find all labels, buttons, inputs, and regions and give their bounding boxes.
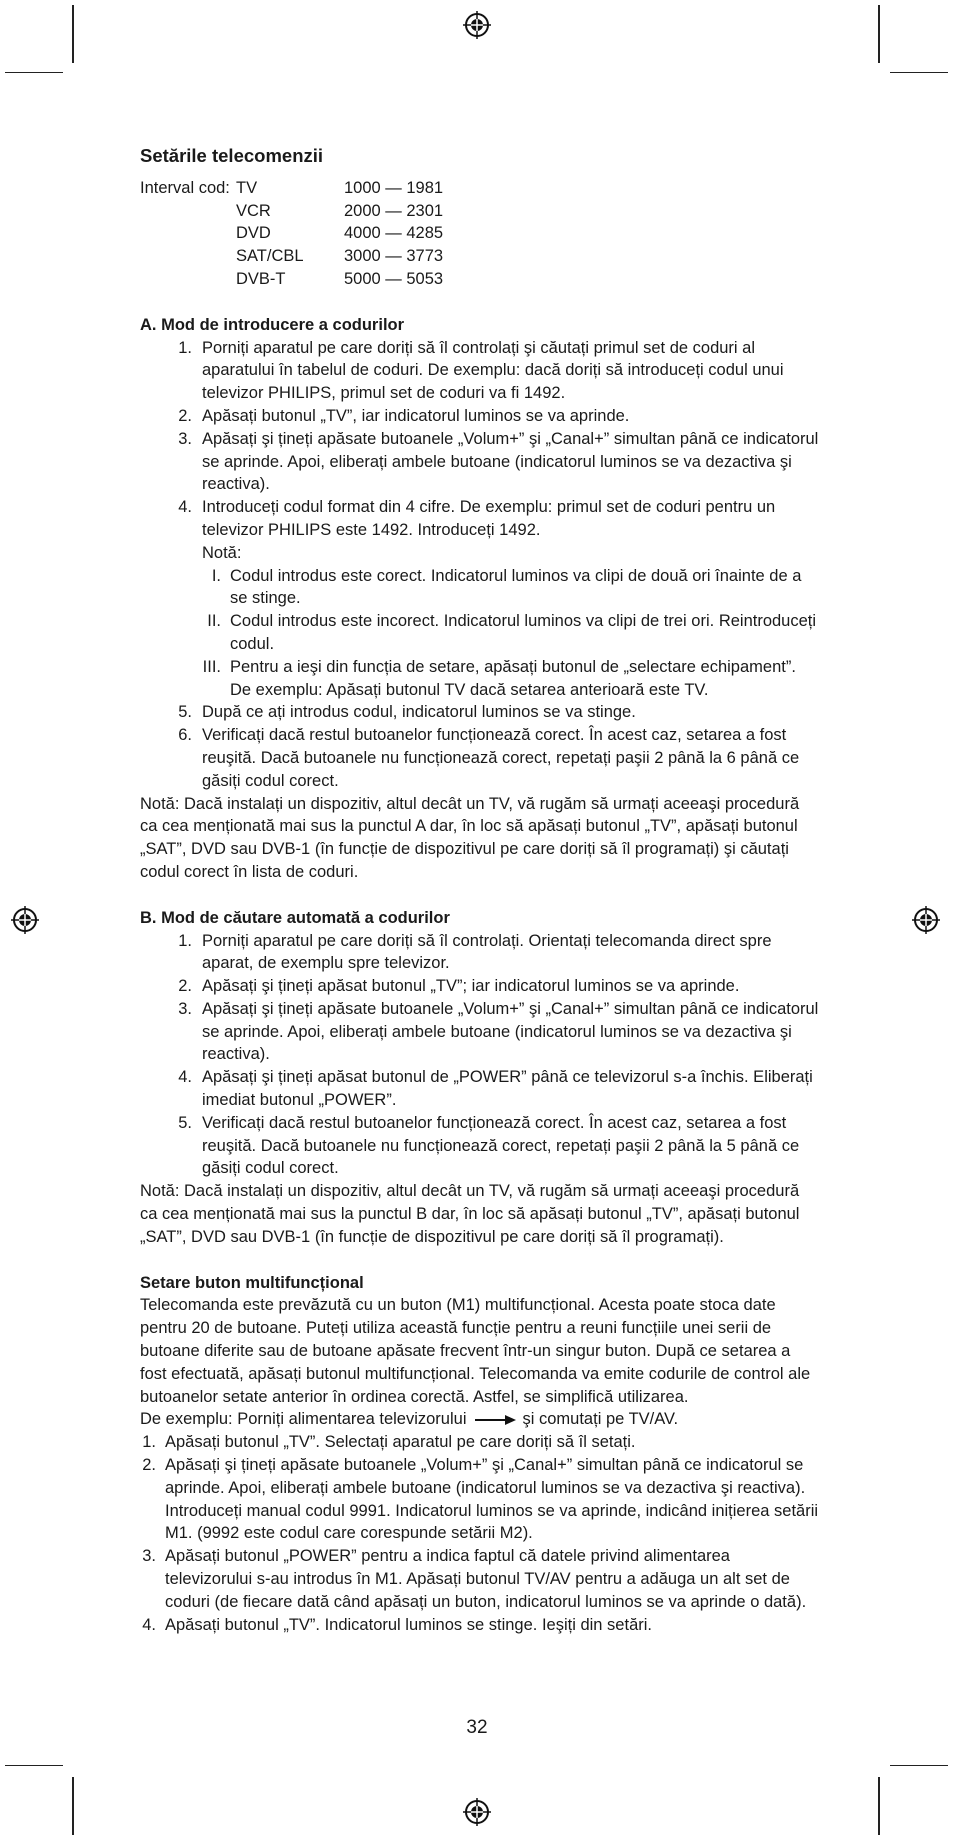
code-range: 4000 — 4285	[344, 224, 444, 243]
example-line	[140, 1408, 820, 1431]
device-name: DVB-T	[236, 269, 286, 288]
section-heading: A. Mod de introducere a codurilor	[140, 315, 405, 334]
crop-mark	[72, 5, 74, 63]
step-number: 5.	[178, 1113, 192, 1132]
list-item	[140, 337, 820, 405]
device-name: VCR	[236, 201, 271, 220]
note-paragraph: Notă: Dacă instalați un dispozitiv, altul decât un TV, vă rugăm să urmați aceeaşi procedură ca cea menționată mai sus la punctul A dar, în loc să apăsați butonul „TV”, apăsați butonul „SAT”, DVD sau DVB-1 (în funcție de dispozitivul pe care doriți să îl programați) şi căutați codul corect în lista de coduri.	[140, 794, 800, 881]
code-range: 5000 — 5053	[344, 269, 444, 288]
crop-mark	[72, 1777, 74, 1835]
step-number: 5.	[178, 703, 192, 722]
step-text: După ce ați introdus codul, indicatorul luminos se va stinge.	[202, 703, 636, 722]
step-number: III.	[202, 657, 221, 676]
device-name: SAT/CBL	[236, 247, 304, 266]
step-text: Porniți aparatul pe care doriți să îl controlați şi căutați primul set de coduri al aparatului în tabelul de coduri. De exemplu: dacă doriți să introduceți codul unui televizor PHILIPS, primul set de coduri va fi 1492.	[202, 338, 784, 403]
list-item	[140, 1454, 820, 1500]
step-number: 4.	[178, 1068, 192, 1087]
steps-list	[140, 701, 820, 792]
step-text: Porniți aparatul pe care doriți să îl controlați. Orientați telecomanda direct spre aparat, de exemplu spre televizor.	[202, 931, 772, 973]
list-item	[140, 496, 820, 542]
list-item	[140, 405, 820, 428]
crop-mark	[878, 1777, 880, 1835]
list-item	[140, 565, 820, 611]
crop-mark	[5, 72, 63, 73]
step-text: Apăsați şi țineți apăsate butoanele „Volum+” şi „Canal+” simultan până ce indicatorul se aprinde. Apoi, eliberați ambele butoane (indicatorul luminos se va dezactiva şi reactiva).	[202, 429, 819, 494]
step-number: II.	[207, 612, 221, 631]
step-number: 3.	[178, 999, 192, 1018]
list-item	[140, 1066, 820, 1112]
note-paragraph: Notă: Dacă instalați un dispozitiv, altul decât un TV, vă rugăm să urmați aceeaşi procedură ca cea menționată mai sus la punctul B dar, în loc să apăsați butonul „TV”, apăsați butonul „SAT”, DVD sau DVB-1 (în funcție de dispozitivul pe care doriți să îl programați).	[140, 1182, 800, 1246]
list-item	[140, 656, 820, 702]
step-number: 4.	[142, 1615, 156, 1634]
step-number: 1.	[178, 338, 192, 357]
step-number: 2.	[142, 1456, 156, 1475]
registration-mark-icon	[462, 1797, 492, 1827]
crop-mark	[890, 1765, 948, 1766]
device-name: TV	[236, 178, 258, 197]
step-text: Apăsați şi țineți apăsat butonul „TV”; iar indicatorul luminos se va aprinde.	[202, 977, 740, 996]
steps-list	[140, 1431, 820, 1499]
section-heading: Setare buton multifuncțional	[140, 1273, 364, 1292]
code-range: 3000 — 3773	[344, 247, 444, 266]
steps-list	[140, 337, 820, 542]
step-text: Apăsați şi țineți apăsat butonul de „POWER” până ce televizorul s-a închis. Eliberați imediat butonul „POWER”.	[202, 1068, 813, 1110]
crop-mark	[5, 1765, 63, 1766]
example-text: De exemplu: Porniți alimentarea televizorului	[140, 1410, 467, 1429]
step-number: 2.	[178, 977, 192, 996]
step-text: Apăsați butonul „TV”, iar indicatorul luminos se va aprinde.	[202, 406, 630, 425]
intro-paragraph: Telecomanda este prevăzută cu un buton (M1) multifuncțional. Acesta poate stoca date pentru 20 de butoane. Puteți utiliza această funcție pentru a reuni funcțiile unei serii de butoane diferite sau de butoane apăsate frecvent într-un singur buton. După ce setarea a fost efectuată, apăsați butonul multifuncțional. Telecomanda va emite codurile de control ale butoanelor setate anterior în ordinea corectă. Astfel, se simplifică utilizarea.	[140, 1296, 811, 1406]
step-text: Codul introdus este corect. Indicatorul luminos va clipi de două ori înainte de a se stinge.	[230, 566, 802, 608]
example-text: şi comutați pe TV/AV.	[522, 1410, 679, 1429]
registration-mark-icon	[462, 10, 492, 40]
page-title: Setările telecomenzii	[140, 145, 324, 166]
registration-mark-icon	[911, 905, 941, 935]
code-range: 2000 — 2301	[344, 201, 444, 220]
step-text: Codul introdus este incorect. Indicatorul luminos va clipi de trei ori. Reintroduceți codul.	[230, 612, 817, 653]
list-item	[140, 930, 820, 976]
list-item	[140, 1431, 820, 1454]
list-item	[140, 724, 820, 792]
document-body	[140, 145, 820, 1636]
step-number: 6.	[178, 726, 192, 745]
device-name: DVD	[236, 224, 271, 243]
crop-mark	[890, 72, 948, 73]
step-number: 2.	[178, 406, 192, 425]
sub-notes-list	[140, 565, 820, 702]
note-label: Notă:	[202, 543, 242, 562]
step-number: I.	[211, 566, 221, 585]
list-item	[140, 428, 820, 496]
step-text: Verificați dacă restul butoanelor funcționează corect. În acest caz, setarea a fost reuşită. Dacă butoanele nu funcționează corect, repetați paşii 2 până la 6 până ce găsiți codul corect.	[202, 726, 800, 790]
step-text: Apăsați butonul „TV”. Selectați aparatul pe care doriți să îl setați.	[165, 1433, 636, 1452]
step-number: 3.	[178, 429, 192, 448]
step-text: Apăsați butonul „POWER” pentru a indica faptul că datele privind alimentarea televizorului s-au introdus în M1. Apăsați butonul TV/AV pentru a adăuga un alt set de coduri (de fiecare dată când apăsați un buton, indicatorul luminos se va aprinde o dată).	[165, 1547, 807, 1611]
step-extra-text: Introduceți manual codul 9991. Indicatorul luminos se va aprinde, indicând inițierea setării M1. (9992 este codul care corespunde setării M2).	[165, 1501, 819, 1543]
registration-mark-icon	[10, 905, 40, 935]
step-text: Apăsați şi țineți apăsate butoanele „Volum+” şi „Canal+” simultan până ce indicatorul se aprinde. Apoi, eliberați ambele butoane (indicatorul luminos se va dezactiva şi reactiva).	[202, 999, 819, 1064]
step-number: 4.	[178, 498, 192, 517]
step-number: 1.	[142, 1433, 156, 1452]
crop-mark	[878, 5, 880, 63]
list-item	[140, 1545, 820, 1613]
step-text: Apăsați butonul „TV”. Indicatorul luminos se stinge. Ieşiți din setări.	[165, 1615, 652, 1634]
step-text: Verificați dacă restul butoanelor funcționează corect. În acest caz, setarea a fost reuşită. Dacă butoanele nu funcționează corect, repetați paşii 2 până la 5 până ce găsiți codul corect.	[202, 1113, 800, 1178]
page-number: 32	[466, 1717, 488, 1738]
list-item	[140, 1614, 820, 1637]
list-item	[140, 975, 820, 998]
list-item	[140, 998, 820, 1066]
step-number: 3.	[142, 1547, 156, 1566]
code-range-table	[140, 177, 820, 291]
code-range: 1000 — 1981	[344, 178, 444, 197]
step-text: Apăsați şi țineți apăsate butoanele „Volum+” şi „Canal+” simultan până ce indicatorul se aprinde. Apoi, eliberați ambele butoane (indicatorul luminos se va dezactiva şi reactiva).	[165, 1456, 806, 1497]
code-range-label: Interval cod:	[140, 178, 230, 197]
right-arrow-icon	[473, 1414, 517, 1426]
step-text: Pentru a ieşi din funcția de setare, apăsați butonul de „selectare echipament”. De exemplu: Apăsați butonul TV dacă setarea anterioară este TV.	[230, 657, 796, 699]
steps-list	[140, 1545, 820, 1636]
steps-list	[140, 930, 820, 1181]
step-text: Introduceți codul format din 4 cifre. De exemplu: primul set de coduri pentru un televizor PHILIPS este 1492. Introduceți 1492.	[202, 498, 776, 539]
list-item	[140, 610, 820, 656]
list-item	[140, 1112, 820, 1180]
list-item	[140, 701, 820, 724]
section-heading: B. Mod de căutare automată a codurilor	[140, 908, 450, 927]
step-number: 1.	[178, 931, 192, 950]
